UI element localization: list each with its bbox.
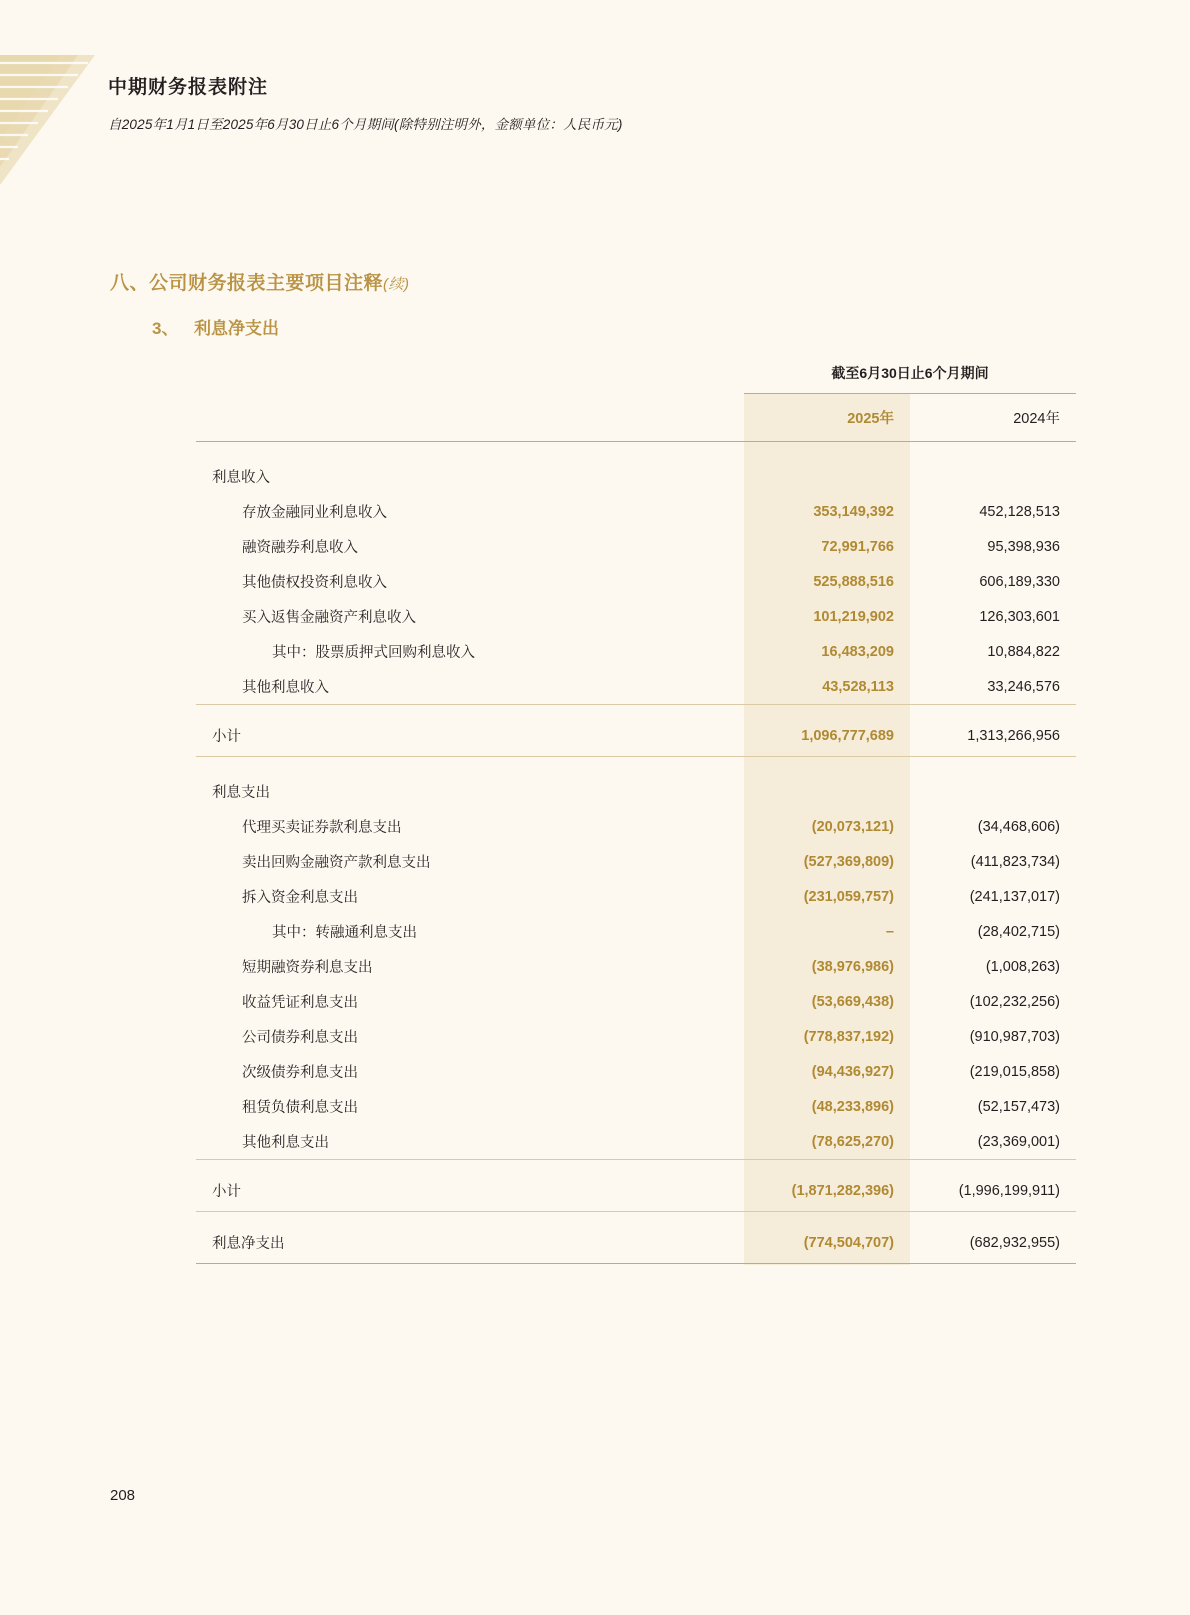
- table-row: [196, 634, 1076, 669]
- column-header-2024: 2024年: [1013, 411, 1060, 427]
- table-row: [196, 949, 1076, 984]
- table-row: [196, 1019, 1076, 1054]
- row-label: 其他利息收入: [242, 680, 329, 696]
- row-value-2025: 101,219,902: [744, 599, 910, 634]
- row-value-2025: 43,528,113: [744, 669, 910, 705]
- page-title: 中期财务报表附注: [108, 77, 269, 98]
- row-label: 其他债权投资利息收入: [242, 575, 387, 591]
- row-value-2024: 95,398,936: [987, 538, 1060, 555]
- table-row: [196, 774, 1076, 809]
- row-value-2024: (52,157,473): [977, 1098, 1060, 1115]
- row-label: 存放金融同业利息收入: [242, 505, 387, 521]
- row-value-2024: (241,137,017): [969, 888, 1060, 905]
- row-value-2024: 33,246,576: [987, 678, 1060, 695]
- page-subtitle: 自2025年1月1日至2025年6月30日止6个月期间(除特别注明外，金额单位：人民币元): [108, 117, 623, 132]
- subtotal-label: 小计: [212, 1184, 241, 1200]
- row-label: 短期融资券利息支出: [242, 960, 373, 976]
- row-label: 卖出回购金融资产款利息支出: [242, 855, 431, 871]
- table-subtotal-row: [196, 1170, 1076, 1212]
- row-value-2024: (28,402,715): [977, 923, 1060, 940]
- item-title: 利息净支出: [194, 319, 279, 338]
- subtotal-value-2025: (1,871,282,396): [744, 1170, 910, 1212]
- item-heading: [152, 314, 279, 339]
- row-label: 其中：转融通利息支出: [272, 925, 417, 941]
- table-row: [196, 1089, 1076, 1124]
- item-number: 3、: [152, 319, 179, 338]
- group-title-value-2024: [910, 774, 1076, 809]
- table-spacer: [196, 706, 1076, 715]
- row-value-2025: 353,149,392: [744, 494, 910, 529]
- group-title: 利息支出: [212, 785, 270, 801]
- row-label: 拆入资金利息支出: [242, 890, 358, 906]
- table-year-header-row: [196, 394, 1076, 442]
- table-row: [196, 809, 1076, 844]
- row-value-2024: (219,015,858): [969, 1063, 1060, 1080]
- group-title: 利息收入: [212, 470, 270, 486]
- table-row: [196, 529, 1076, 564]
- page-number: 208: [110, 1487, 136, 1504]
- net-total-value-2024: (682,932,955): [969, 1234, 1060, 1251]
- section-heading-continued: (续): [383, 276, 410, 293]
- row-value-2024: (910,987,703): [969, 1028, 1060, 1045]
- group-title-value-2025: [744, 459, 910, 494]
- row-value-2025: (53,669,438): [744, 984, 910, 1019]
- row-label: 其中：股票质押式回购利息收入: [272, 645, 475, 661]
- net-total-value-2025: (774,504,707): [744, 1222, 910, 1264]
- table-row: [196, 914, 1076, 949]
- row-label: 公司债券利息支出: [242, 1030, 358, 1046]
- row-value-2024: 126,303,601: [979, 608, 1060, 625]
- table-spacer: [196, 758, 1076, 774]
- table-rule: [196, 1264, 1076, 1266]
- table-row: [196, 494, 1076, 529]
- table-row: [196, 1054, 1076, 1089]
- row-value-2024: 606,189,330: [979, 573, 1060, 590]
- row-label: 其他利息支出: [242, 1135, 329, 1151]
- row-value-2025: –: [744, 914, 910, 949]
- group-title-value-2024: [910, 459, 1076, 494]
- subtotal-value-2025: 1,096,777,689: [744, 715, 910, 757]
- row-value-2025: (38,976,986): [744, 949, 910, 984]
- row-value-2025: (78,625,270): [744, 1124, 910, 1160]
- net-total-label: 利息净支出: [212, 1236, 285, 1252]
- row-value-2025: 525,888,516: [744, 564, 910, 599]
- row-value-2025: 16,483,209: [744, 634, 910, 669]
- column-header-2025: 2025年: [744, 394, 910, 442]
- table-row: [196, 1124, 1076, 1160]
- row-label: 买入返售金融资产利息收入: [242, 610, 416, 626]
- table-period-header-row: [196, 355, 1076, 394]
- row-value-2024: (34,468,606): [977, 818, 1060, 835]
- subtotal-label: 小计: [212, 729, 241, 745]
- corner-decoration: [0, 55, 95, 185]
- table-row: [196, 459, 1076, 494]
- empty-cell: [196, 355, 744, 394]
- row-value-2024: (102,232,256): [969, 993, 1060, 1010]
- table-spacer: [196, 1213, 1076, 1222]
- row-label: 代理买卖证券款利息支出: [242, 820, 402, 836]
- row-label: 融资融券利息收入: [242, 540, 358, 556]
- row-value-2024: (1,008,263): [985, 958, 1060, 975]
- section-heading-text: 八、公司财务报表主要项目注释: [110, 273, 384, 294]
- subtotal-value-2024: (1,996,199,911): [958, 1182, 1060, 1199]
- table-subtotal-row: [196, 715, 1076, 757]
- row-value-2025: (231,059,757): [744, 879, 910, 914]
- row-value-2025: 72,991,766: [744, 529, 910, 564]
- group-title-value-2025: [744, 774, 910, 809]
- empty-cell: [196, 394, 744, 442]
- table-spacer: [196, 1161, 1076, 1170]
- page-header: [108, 72, 623, 133]
- row-value-2025: (20,073,121): [744, 809, 910, 844]
- row-value-2024: (23,369,001): [977, 1133, 1060, 1150]
- row-value-2025: (48,233,896): [744, 1089, 910, 1124]
- table-spacer: [196, 443, 1076, 459]
- row-value-2024: 452,128,513: [979, 503, 1060, 520]
- row-value-2025: (778,837,192): [744, 1019, 910, 1054]
- table-row: [196, 564, 1076, 599]
- row-value-2024: (411,823,734): [970, 853, 1060, 870]
- table-row: [196, 879, 1076, 914]
- row-value-2024: 10,884,822: [987, 643, 1060, 660]
- interest-expense-table: [196, 355, 1076, 1265]
- table-row: [196, 599, 1076, 634]
- table-row: [196, 669, 1076, 705]
- row-label: 租赁负债利息支出: [242, 1100, 358, 1116]
- subtotal-value-2024: 1,313,266,956: [967, 727, 1060, 744]
- row-label: 收益凭证利息支出: [242, 995, 358, 1011]
- table-net-total-row: [196, 1222, 1076, 1264]
- table-row: [196, 984, 1076, 1019]
- row-label: 次级债券利息支出: [242, 1065, 358, 1081]
- section-heading: [110, 268, 410, 295]
- row-value-2025: (527,369,809): [744, 844, 910, 879]
- period-header: 截至6月30日止6个月期间: [744, 355, 1076, 394]
- interest-expense-table-wrapper: [196, 355, 1076, 1265]
- table-row: [196, 844, 1076, 879]
- row-value-2025: (94,436,927): [744, 1054, 910, 1089]
